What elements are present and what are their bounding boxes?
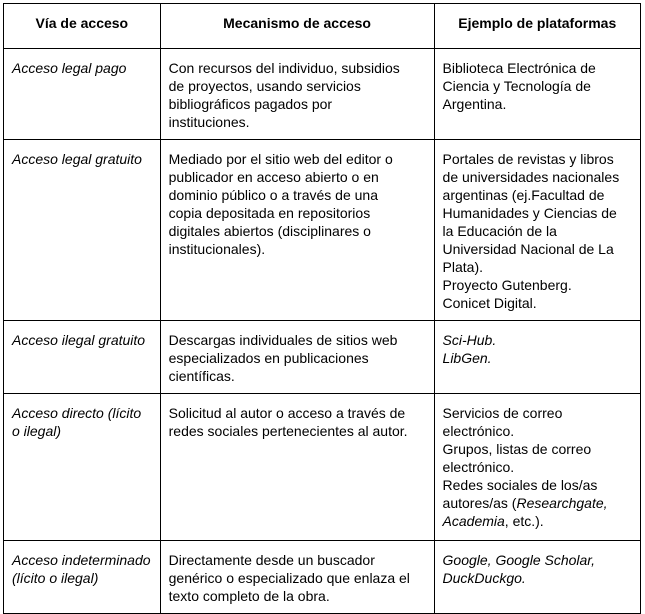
text-segment: instituciones.: [168, 114, 250, 130]
text-segment: Plata).: [442, 259, 483, 275]
cell-line: [169, 113, 426, 131]
cell-line: [169, 367, 426, 385]
text-segment: Argentina.: [442, 96, 507, 112]
cell-line: [443, 331, 632, 349]
cell-line: [12, 331, 152, 349]
text-segment: Servicios de correo: [442, 405, 563, 421]
text-segment: Acceso legal pago: [12, 60, 127, 76]
cell-line: [443, 569, 632, 587]
text-segment: (lícito o ilegal): [12, 570, 99, 586]
cell-line: [169, 240, 426, 258]
cell-mecanismo: [160, 321, 434, 394]
cell-line: [443, 512, 632, 530]
cell-line: [169, 95, 426, 113]
text-segment: LibGen.: [442, 350, 492, 366]
cell-line: [443, 276, 632, 294]
cell-line: [12, 150, 152, 168]
text-segment: Mediado por el sitio web del editor o: [168, 151, 393, 167]
text-segment: Google, Google Scholar,: [442, 552, 596, 568]
text-segment: Redes sociales de los/as: [442, 477, 598, 493]
cell-line: [443, 404, 632, 422]
cell-line: [443, 77, 632, 95]
cell-line: [169, 331, 426, 349]
table-row: [4, 49, 641, 140]
cell-line: [169, 222, 426, 240]
cell-line: [169, 551, 426, 569]
header-mecanismo: Mecanismo de acceso: [160, 4, 434, 49]
text-segment: científicas.: [168, 368, 235, 384]
text-segment: , etc.).: [504, 513, 544, 529]
header-row: [4, 4, 641, 49]
text-segment: institucionales).: [168, 241, 266, 257]
cell-line: [169, 186, 426, 204]
cell-line: [443, 204, 632, 222]
text-segment: especializados en publicaciones: [168, 350, 369, 366]
cell-line: [443, 440, 632, 458]
text-segment: Acceso legal gratuito: [12, 151, 142, 167]
text-segment: Directamente desde un buscador: [168, 552, 375, 568]
table-row: [4, 321, 641, 394]
cell-line: [169, 150, 426, 168]
cell-via: [4, 49, 161, 140]
cell-line: [169, 168, 426, 186]
text-segment: Solicitud al autor o acceso a través de: [168, 405, 406, 421]
cell-line: [12, 569, 152, 587]
cell-via: [4, 394, 161, 541]
text-segment: publicador en acceso abierto o en: [168, 169, 379, 185]
cell-ejemplo: [434, 321, 640, 394]
text-segment: Universidad Nacional de La: [442, 241, 614, 257]
cell-line: [169, 404, 426, 422]
cell-mecanismo: [160, 394, 434, 541]
cell-line: [169, 204, 426, 222]
header-ejemplo: Ejemplo de plataformas: [434, 4, 640, 49]
cell-ejemplo: [434, 140, 640, 321]
cell-mecanismo: [160, 49, 434, 140]
cell-line: [443, 240, 632, 258]
cell-via: [4, 541, 161, 614]
cell-ejemplo: [434, 49, 640, 140]
cell-line: [443, 494, 632, 512]
cell-line: [169, 569, 426, 587]
text-segment: de universidades nacionales: [442, 169, 620, 185]
cell-line: [443, 222, 632, 240]
text-segment: Academia: [442, 513, 505, 529]
cell-line: [443, 168, 632, 186]
cell-line: [443, 186, 632, 204]
text-segment: o ilegal): [12, 423, 62, 439]
cell-line: [12, 404, 152, 422]
cell-line: [12, 59, 152, 77]
text-segment: Biblioteca Electrónica de: [442, 60, 596, 76]
text-segment: Descargas individuales de sitios web: [168, 332, 398, 348]
text-segment: genérico o especializado que enlaza el: [168, 570, 410, 586]
text-segment: bibliográficos pagados por: [168, 96, 333, 112]
cell-via: [4, 140, 161, 321]
text-segment: Con recursos del individuo, subsidios: [168, 60, 400, 76]
cell-line: [443, 458, 632, 476]
text-segment: Conicet Digital.: [442, 295, 537, 311]
text-segment: Portales de revistas y libros: [442, 151, 614, 167]
cell-line: [443, 294, 632, 312]
cell-line: [443, 59, 632, 77]
cell-line: [169, 77, 426, 95]
text-segment: la Educación de la: [442, 223, 557, 239]
cell-line: [443, 476, 632, 494]
table-row: [4, 394, 641, 541]
text-segment: autores/as (: [442, 495, 517, 511]
text-segment: Humanidades y Ciencias de: [442, 205, 617, 221]
text-segment: Sci-Hub.: [442, 332, 497, 348]
text-segment: copia depositada en repositorios: [168, 205, 371, 221]
cell-line: [443, 422, 632, 440]
access-table: [3, 3, 641, 614]
cell-mecanismo: [160, 140, 434, 321]
cell-line: [169, 422, 426, 440]
cell-line: [169, 59, 426, 77]
cell-line: [169, 587, 426, 605]
text-segment: electrónico.: [442, 423, 515, 439]
text-segment: Grupos, listas de correo: [442, 441, 592, 457]
text-segment: electrónico.: [442, 459, 515, 475]
cell-mecanismo: [160, 541, 434, 614]
text-segment: Researchgate,: [516, 495, 608, 511]
text-segment: Ciencia y Tecnología de: [442, 78, 591, 94]
text-segment: redes sociales pertenecientes al autor.: [168, 423, 408, 439]
text-segment: Acceso indeterminado: [12, 552, 151, 568]
text-segment: DuckDuckgo.: [442, 570, 526, 586]
text-segment: Proyecto Gutenberg.: [442, 277, 572, 293]
cell-ejemplo: [434, 394, 640, 541]
text-segment: Acceso ilegal gratuito: [12, 332, 146, 348]
cell-line: [12, 422, 152, 440]
cell-line: [12, 551, 152, 569]
cell-line: [443, 349, 632, 367]
cell-via: [4, 321, 161, 394]
cell-line: [443, 258, 632, 276]
text-segment: Acceso directo (lícito: [12, 405, 142, 421]
table-row: [4, 140, 641, 321]
cell-line: [169, 349, 426, 367]
text-segment: digitales abiertos (disciplinares o: [168, 223, 371, 239]
cell-ejemplo: [434, 541, 640, 614]
cell-line: [443, 150, 632, 168]
cell-line: [443, 551, 632, 569]
text-segment: de proyectos, usando servicios: [168, 78, 361, 94]
header-via: Vía de acceso: [4, 4, 161, 49]
text-segment: argentinas (ej.Facultad de: [442, 187, 605, 203]
cell-line: [443, 95, 632, 113]
text-segment: texto completo de la obra.: [168, 588, 330, 604]
table-row: [4, 541, 641, 614]
text-segment: dominio público o a través de una: [168, 187, 378, 203]
